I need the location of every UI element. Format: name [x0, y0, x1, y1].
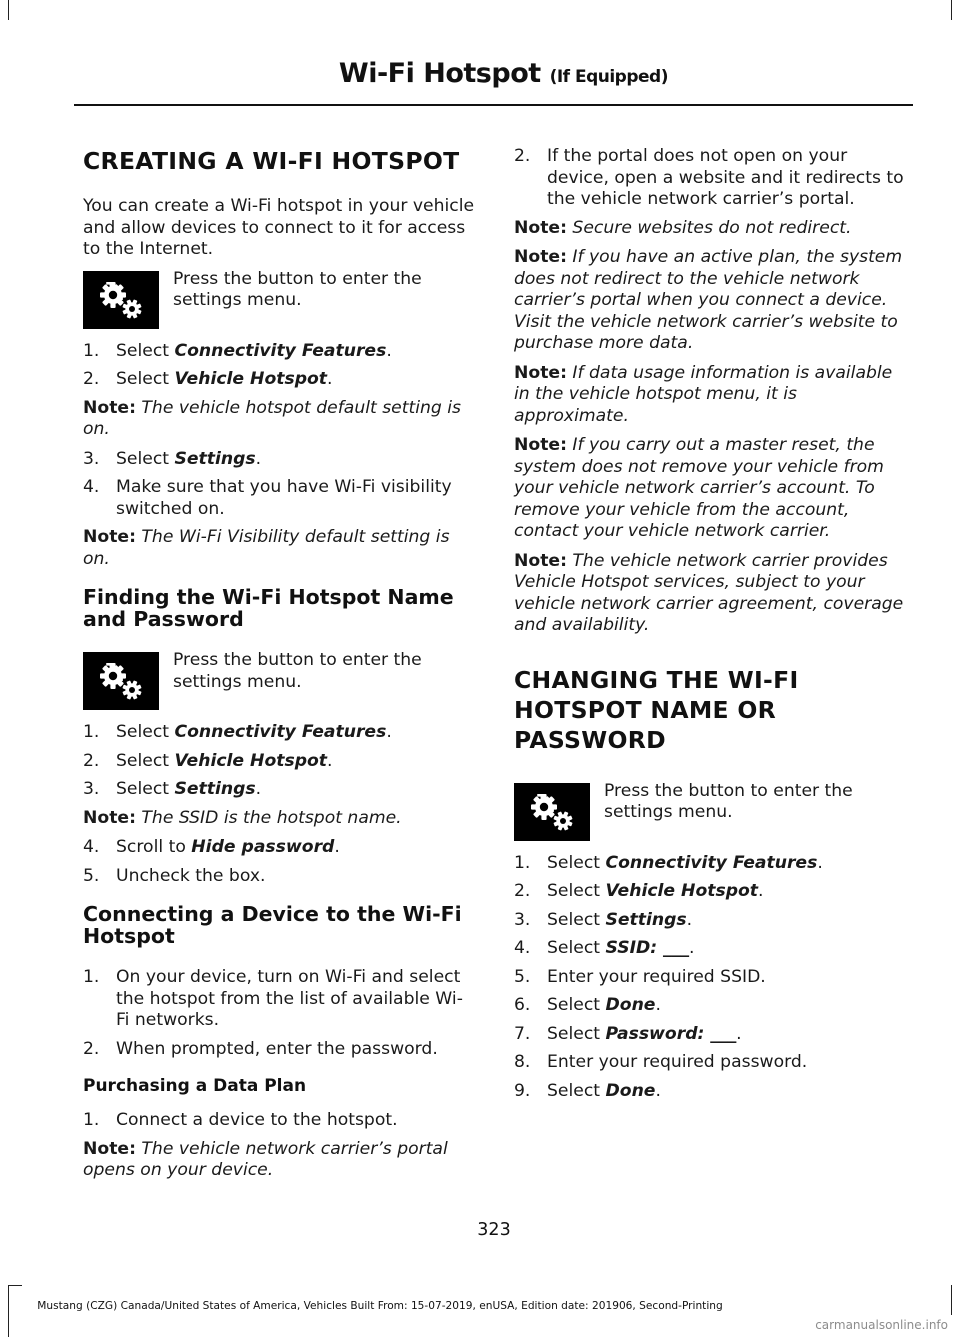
list-item: [83, 837, 475, 859]
menu-command: SSID: ___: [605, 938, 689, 958]
list-item-text: [547, 910, 910, 932]
list-item: [83, 369, 475, 391]
list-item: [83, 449, 475, 471]
list-item-tail: .: [817, 852, 823, 873]
settings-button-row: [83, 650, 475, 710]
list-item: [514, 853, 910, 875]
page-footer: Mustang (CZG) Canada/United States of America, Vehicles Built From: 15-07-2019, enUSA, Edition date: 201906, Second-Printing: [37, 1300, 723, 1312]
list-item-number: 6.: [514, 995, 531, 1015]
section-heading-creating: CREATING A WI-FI HOTSPOT: [83, 147, 460, 175]
list-item-number: 2.: [83, 1038, 100, 1059]
heading-line: PASSWORD: [514, 725, 666, 754]
subheading-connecting: Connecting a Device to the Wi-Fi Hotspot: [83, 902, 462, 949]
list-item-number: 1.: [83, 1110, 100, 1131]
list-item-lead: Select: [547, 1080, 606, 1101]
list-item-number: 9.: [514, 1080, 531, 1101]
list-item: [83, 866, 475, 888]
list-item-lead: Select: [547, 881, 606, 901]
menu-command: Done: [605, 1080, 656, 1101]
heading-line: HOTSPOT NAME OR: [514, 695, 777, 724]
menu-command: Connectivity Features: [605, 852, 818, 873]
steps-list: [514, 146, 910, 211]
right-column: [514, 146, 910, 1109]
steps-list: [83, 837, 475, 887]
steps-list: [514, 853, 910, 1103]
list-item-text: [116, 341, 475, 363]
note-label: Note:: [514, 247, 567, 267]
list-item-text: [116, 722, 475, 744]
menu-command: Password: ___: [605, 1023, 737, 1044]
list-item-lead: When prompted, enter the password.: [116, 1038, 438, 1059]
list-item-text: [547, 938, 910, 960]
list-item-text: [547, 1081, 910, 1103]
list-item-text: [547, 881, 910, 903]
steps-list: [83, 1110, 475, 1132]
list-item-number: 8.: [514, 1052, 531, 1072]
steps-list: [83, 967, 475, 1060]
list-item: [514, 881, 910, 903]
list-item-lead: Connect a device to the hotspot.: [116, 1110, 398, 1131]
list-item-number: 2.: [514, 881, 531, 901]
list-item-tail: .: [386, 722, 392, 743]
list-item-number: 4.: [83, 477, 100, 498]
note-text: If you have an active plan, the system does not redirect to the vehicle network carrier’s portal when you connect a device. Visit the vehicle network carrier’s website to purchase more data.: [514, 247, 903, 353]
list-item-tail: .: [327, 750, 333, 771]
list-item: [514, 146, 910, 211]
list-item-number: 5.: [514, 966, 531, 987]
list-item-tail: .: [655, 1080, 661, 1101]
list-item-text: [116, 449, 475, 471]
list-item-text: [547, 853, 910, 875]
left-column: [83, 146, 475, 1190]
list-item-tail: .: [334, 837, 340, 858]
list-item: [83, 779, 475, 801]
menu-command: Vehicle Hotspot: [174, 750, 328, 771]
button-hint: Press the button to enter the settings menu.: [604, 780, 853, 822]
button-hint: Press the button to enter the settings menu.: [173, 650, 422, 692]
list-item-text: [547, 967, 910, 989]
note: [514, 247, 910, 355]
note-label: Note:: [514, 362, 567, 383]
list-item-lead: Select: [547, 995, 606, 1015]
note: Note: The SSID is the hotspot name.: [83, 807, 402, 828]
notes-list: [514, 218, 910, 637]
list-item: [83, 967, 475, 1032]
page-header-title: [339, 58, 668, 89]
note-text: If data usage information is available in the vehicle hotspot menu, it is approximate.: [514, 362, 893, 426]
list-item-text: [116, 866, 475, 888]
list-item-text: [547, 1052, 910, 1074]
list-item-number: 1.: [83, 722, 100, 743]
steps-list: [83, 449, 475, 521]
list-item-number: 4.: [514, 938, 531, 958]
list-item-number: 3.: [514, 909, 531, 930]
list-item-number: 1.: [514, 852, 531, 873]
settings-button-row: [83, 269, 475, 329]
list-item-lead: Enter your required SSID.: [547, 966, 766, 987]
list-item-text: [116, 477, 475, 520]
list-item: [514, 910, 910, 932]
crop-mark: [951, 1285, 952, 1315]
list-item-number: 3.: [83, 448, 100, 469]
list-item-lead: Scroll to: [116, 837, 192, 858]
list-item-tail: .: [386, 340, 392, 361]
note: [514, 363, 910, 428]
intro-paragraph: You can create a Wi-Fi hotspot in your vehicle and allow devices to connect to it for access to the Internet.: [83, 196, 475, 260]
list-item-text: [547, 995, 910, 1017]
list-item-number: 2.: [83, 750, 100, 771]
list-item-tail: .: [255, 779, 262, 800]
list-item-number: 2.: [514, 146, 531, 166]
list-item-text: [116, 779, 475, 801]
list-item-text: [116, 369, 475, 391]
watermark: carmanualsonline.info: [815, 1318, 948, 1332]
list-item-lead: Enter your required password.: [547, 1052, 808, 1072]
menu-command: Connectivity Features: [174, 722, 387, 743]
header-rule: [74, 104, 913, 106]
settings-button-row: [514, 781, 910, 841]
note-label: Note:: [514, 550, 567, 571]
list-item-text: [116, 1039, 475, 1061]
note: Note: The Wi-Fi Visibility default setting is on.: [83, 527, 450, 569]
list-item-text: [116, 967, 475, 1032]
list-item-number: 1.: [83, 340, 100, 361]
list-item-tail: .: [688, 938, 695, 958]
settings-gear-icon: [83, 652, 159, 710]
header-title-suffix: (If Equipped): [549, 67, 668, 87]
menu-command: Vehicle Hotspot: [174, 369, 328, 390]
note: [514, 435, 910, 543]
list-item-lead: Select: [547, 909, 606, 930]
list-item: [514, 1052, 910, 1074]
list-item-tail: .: [327, 369, 333, 390]
list-item-lead: Select: [116, 340, 175, 361]
list-item-number: 1.: [83, 967, 100, 988]
list-item: [83, 722, 475, 744]
section-heading-changing: [514, 665, 910, 755]
list-item-number: 2.: [83, 369, 100, 390]
list-item-lead: Select: [547, 852, 606, 873]
list-item-text: [547, 1024, 910, 1046]
note: [514, 218, 910, 240]
crop-mark: [951, 0, 952, 20]
note-text: If you carry out a master reset, the system does not remove your vehicle from your vehicle network carrier’s account. To remove your vehicle from the account, contact your vehicle network carrier.: [514, 435, 884, 541]
settings-gear-icon: [514, 783, 590, 841]
list-item-lead: Select: [116, 779, 175, 800]
list-item-text: [116, 1110, 475, 1132]
list-item-text: [547, 146, 910, 211]
list-item-number: 3.: [83, 779, 100, 800]
list-item-number: 7.: [514, 1023, 531, 1044]
list-item-tail: .: [758, 881, 764, 901]
menu-command: Vehicle Hotspot: [605, 881, 759, 901]
subheading-finding: Finding the Wi-Fi Hotspot Name and Password: [83, 585, 454, 632]
note-text: The vehicle network carrier provides Vehicle Hotspot services, subject to your vehicle network carrier agreement, coverage and availability.: [514, 550, 904, 635]
list-item: [83, 1110, 475, 1132]
menu-command: Settings: [174, 448, 256, 469]
steps-list: [83, 722, 475, 801]
list-item-lead: Make sure that you have Wi-Fi visibility switched on.: [116, 477, 452, 519]
list-item-tail: .: [655, 995, 661, 1015]
list-item: [514, 1081, 910, 1103]
list-item-tail: .: [686, 909, 693, 930]
menu-command: Done: [605, 995, 656, 1015]
list-item-lead: If the portal does not open on your device, open a website and it redirects to the vehicle network carrier’s portal.: [547, 146, 904, 209]
note-text: Secure websites do not redirect.: [572, 217, 852, 238]
list-item-lead: On your device, turn on Wi-Fi and select the hotspot from the list of available Wi-Fi networks.: [116, 967, 463, 1031]
list-item-lead: Select: [116, 448, 175, 469]
menu-command: Settings: [174, 779, 256, 800]
list-item: [83, 341, 475, 363]
list-item-number: 4.: [83, 837, 100, 858]
note: Note: The vehicle hotspot default setting is on.: [83, 397, 461, 440]
menu-command: Settings: [605, 909, 687, 930]
list-item: [514, 995, 910, 1017]
subheading-purchasing: Purchasing a Data Plan: [83, 1076, 307, 1097]
note-label: Note:: [514, 435, 567, 455]
button-hint: Press the button to enter the settings menu.: [173, 268, 422, 311]
list-item-text: [116, 837, 475, 859]
list-item: [83, 477, 475, 520]
list-item-tail: .: [255, 448, 262, 469]
page-number: 323: [477, 1220, 511, 1240]
list-item-lead: Uncheck the box.: [116, 865, 266, 886]
list-item-tail: .: [736, 1023, 742, 1044]
menu-command: Hide password: [191, 837, 335, 858]
list-item: [83, 751, 475, 773]
list-item-lead: Select: [116, 722, 175, 743]
list-item-number: 5.: [83, 865, 100, 886]
list-item-lead: Select: [547, 938, 606, 958]
list-item: [83, 1039, 475, 1061]
list-item-lead: Select: [116, 750, 175, 771]
list-item-lead: Select: [547, 1023, 606, 1044]
list-item: [514, 967, 910, 989]
crop-mark: [8, 0, 9, 20]
settings-gear-icon: [83, 271, 159, 329]
steps-list: [83, 341, 475, 391]
menu-command: Connectivity Features: [174, 340, 387, 361]
heading-line: CHANGING THE WI-FI: [514, 665, 799, 694]
list-item-lead: Select: [116, 369, 175, 390]
list-item: [514, 938, 910, 960]
note: Note: The vehicle network carrier’s portal opens on your device.: [83, 1138, 448, 1181]
note-label: Note:: [514, 217, 567, 238]
list-item: [514, 1024, 910, 1046]
crop-mark: [8, 1285, 22, 1286]
header-title-text: Wi-Fi Hotspot: [338, 58, 541, 89]
note: [514, 551, 910, 637]
list-item-text: [116, 751, 475, 773]
